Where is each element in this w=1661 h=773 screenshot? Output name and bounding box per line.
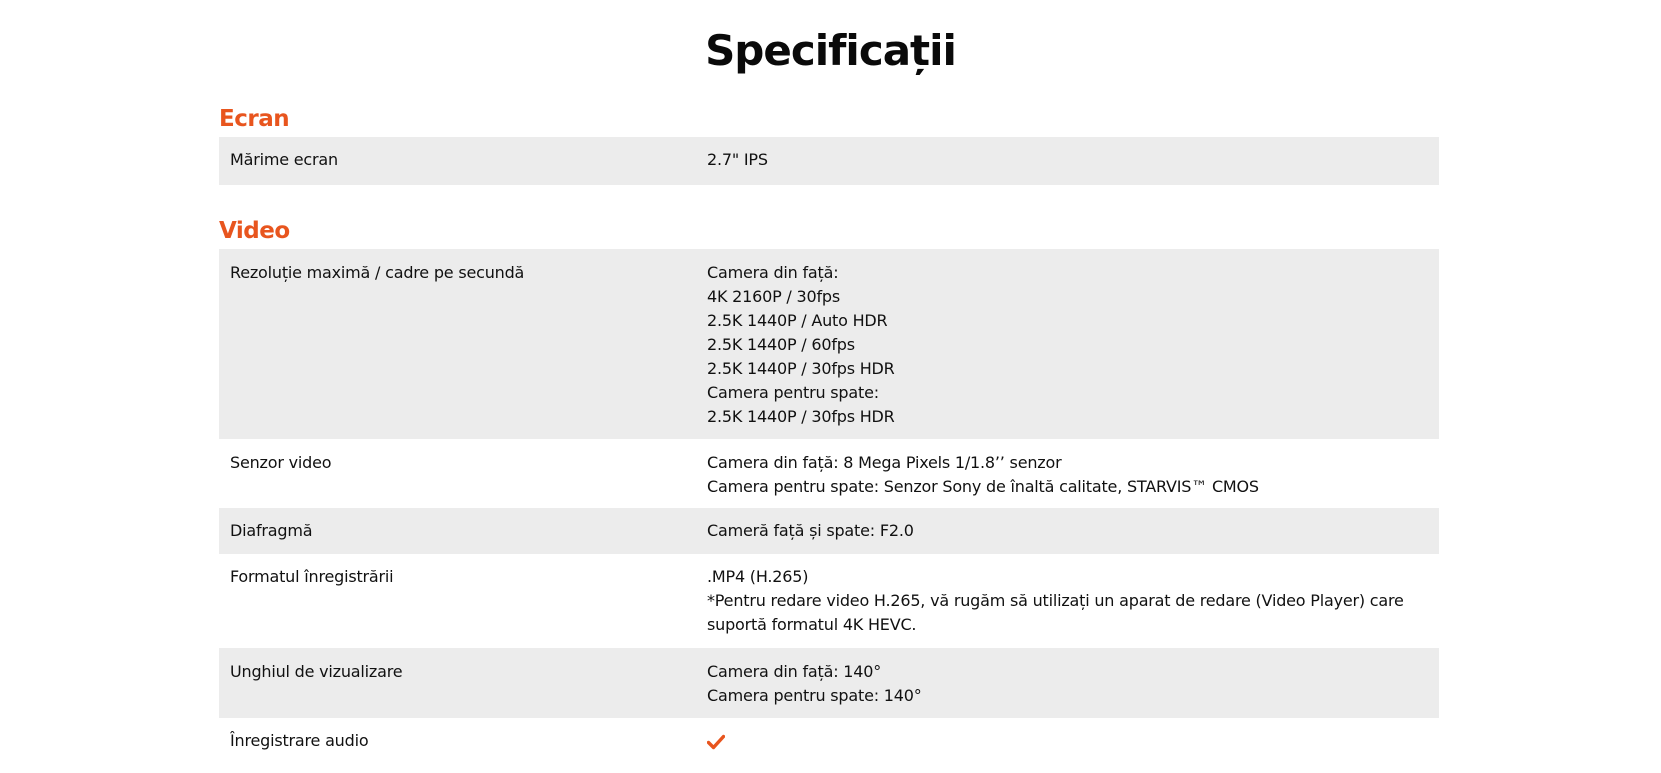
spec-label: Unghiul de vizualizare	[230, 662, 403, 681]
spec-value-line: Camera pentru spate: Senzor Sony de înaltă calitate, STARVIS™ CMOS	[707, 477, 1259, 496]
spec-value-line: *Pentru redare video H.265, vă rugăm să utilizați un aparat de redare (Video Player) care suportă formatul 4K HEVC.	[707, 591, 1404, 634]
spec-row-aperture	[219, 508, 1439, 554]
section-ecran	[219, 104, 1439, 185]
spec-value-line: 2.5K 1440P / 30fps HDR	[707, 407, 895, 426]
spec-value	[707, 519, 1439, 543]
spec-label: Rezoluție maximă / cadre pe secundă	[230, 263, 525, 282]
spec-value	[707, 660, 1439, 708]
spec-label: Înregistrare audio	[230, 731, 369, 750]
spec-label: Senzor video	[230, 453, 332, 472]
spec-label: Diafragmă	[230, 521, 313, 540]
spec-value-line: Camera din față:	[707, 263, 839, 282]
spec-label: Formatul înregistrării	[230, 567, 394, 586]
spec-value-line: Cameră față și spate: F2.0	[707, 521, 914, 540]
spec-value-line: 4K 2160P / 30fps	[707, 287, 840, 306]
section-heading-ecran: Ecran	[219, 106, 290, 132]
spec-value-line: Camera pentru spate:	[707, 383, 879, 402]
spec-value	[707, 261, 1439, 429]
spec-row-recording-format	[219, 554, 1439, 648]
spec-value	[707, 148, 1439, 172]
spec-row-screen-size	[219, 137, 1439, 185]
spec-row-viewing-angle	[219, 648, 1439, 718]
spec-value-line: Camera pentru spate: 140°	[707, 686, 922, 705]
checkmark-icon	[707, 729, 725, 753]
spec-value-line: 2.7" IPS	[707, 150, 768, 169]
spec-value	[707, 729, 1439, 755]
spec-value-line: Camera din față: 140°	[707, 662, 882, 681]
spec-label: Mărime ecran	[230, 150, 338, 169]
spec-value-line: 2.5K 1440P / 30fps HDR	[707, 359, 895, 378]
spec-row-video-sensor	[219, 439, 1439, 508]
spec-value-line: Camera din față: 8 Mega Pixels 1/1.8’’ senzor	[707, 453, 1062, 472]
spec-value-line: .MP4 (H.265)	[707, 567, 809, 586]
page-title: Specificații	[705, 26, 956, 76]
spec-value-line: 2.5K 1440P / Auto HDR	[707, 311, 888, 330]
section-video	[219, 216, 1439, 764]
spec-table-ecran	[219, 137, 1439, 185]
section-heading-video: Video	[219, 218, 290, 244]
spec-row-audio-recording	[219, 718, 1439, 764]
spec-row-max-resolution	[219, 249, 1439, 439]
spec-value	[707, 565, 1439, 637]
spec-value-line: 2.5K 1440P / 60fps	[707, 335, 855, 354]
spec-value	[707, 451, 1439, 499]
spec-table-video	[219, 249, 1439, 764]
